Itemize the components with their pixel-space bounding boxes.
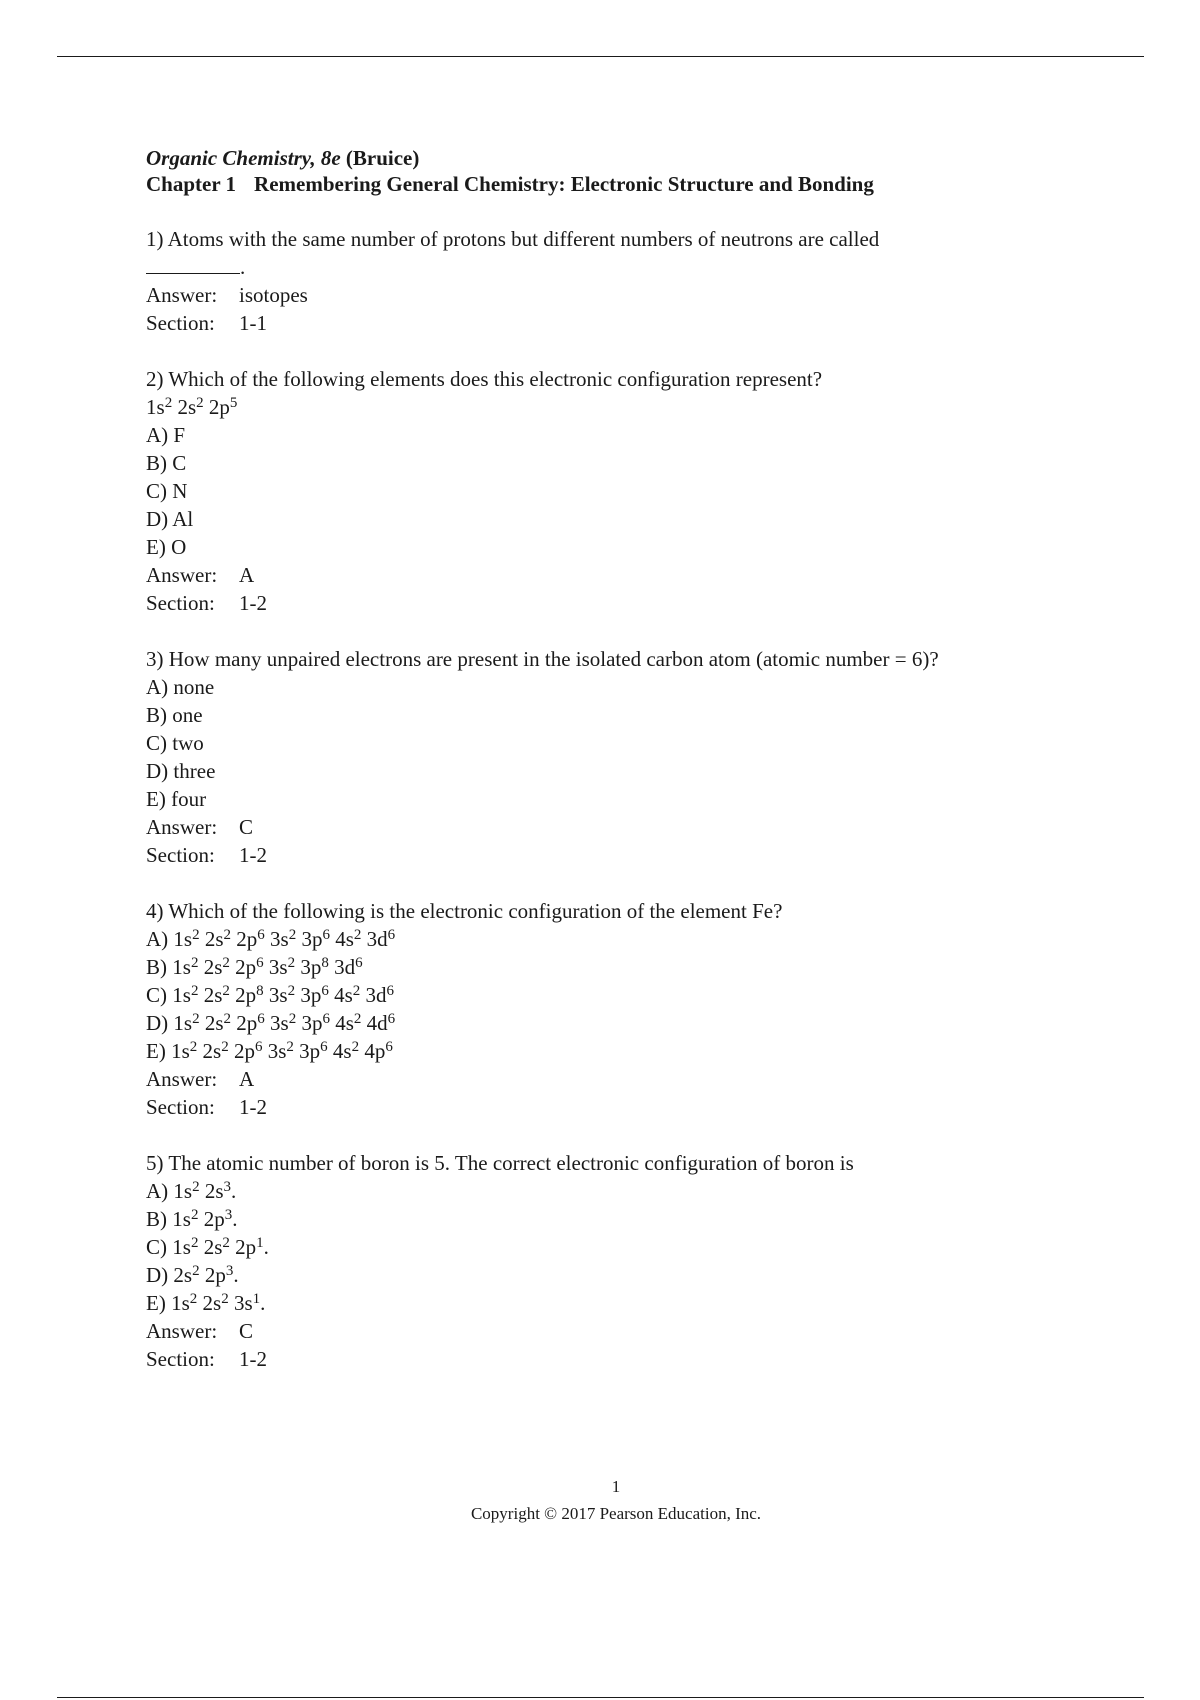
answer-option: [146, 981, 1076, 1009]
option-text: $1s^2$ $2s^2$ $2p^6$ $3s^2$ $3p^6$ $4s^2$ $3d^6$: [173, 927, 396, 951]
answer-option: [146, 1289, 1076, 1317]
option-letter: C): [146, 983, 167, 1007]
option-text: $1s^2$ $2s^2$ $3s^1$.: [171, 1291, 266, 1315]
answer-option: [146, 757, 1076, 785]
chapter-title: Remembering General Chemistry: Electronic Structure and Bonding: [254, 172, 874, 196]
option-text: $1s^2$ $2s^2$ $2p^1$.: [172, 1235, 269, 1259]
answer-option: [146, 1233, 1076, 1261]
answer-line: [146, 1065, 1076, 1093]
answer-value: A: [239, 1067, 255, 1091]
section-line: [146, 309, 1076, 337]
section-line: [146, 1093, 1076, 1121]
question-stem: 4) Which of the following is the electronic configuration of the element Fe?: [146, 899, 783, 923]
question-block: [146, 225, 1076, 337]
option-letter: C): [146, 1235, 167, 1259]
section-line: [146, 841, 1076, 869]
option-text: F: [173, 423, 186, 447]
section-label: Section:: [146, 1095, 215, 1119]
option-letter: C): [146, 731, 167, 755]
answer-option: [146, 673, 1076, 701]
option-text: one: [172, 703, 203, 727]
option-text: O: [171, 535, 187, 559]
answer-line: [146, 561, 1076, 589]
option-text: $1s^2$ $2p^3$.: [172, 1207, 238, 1231]
answer-option: [146, 477, 1076, 505]
chapter-number: Chapter 1: [146, 172, 237, 196]
answer-line: [146, 281, 1076, 309]
question-list: [146, 225, 1076, 1373]
section-label: Section:: [146, 1347, 215, 1371]
answer-option: [146, 1177, 1076, 1205]
option-letter: E): [146, 535, 166, 559]
option-letter: E): [146, 787, 166, 811]
option-letter: B): [146, 1207, 167, 1231]
answer-option: [146, 421, 1076, 449]
section-value: 1-2: [239, 843, 267, 867]
section-line: [146, 589, 1076, 617]
page-number: 1: [611, 1477, 621, 1496]
option-text: $1s^2$ $2s^2$ $2p^6$ $3s^2$ $3p^6$ $4s^2$ $4p^6$: [171, 1039, 393, 1063]
section-label: Section:: [146, 591, 215, 615]
option-letter: A): [146, 423, 169, 447]
answer-option: [146, 925, 1076, 953]
option-text: $2s^2$ $2p^3$.: [173, 1263, 239, 1287]
question-block: [146, 897, 1076, 1121]
top-rule: [57, 56, 1144, 57]
option-letter: B): [146, 703, 167, 727]
option-letter: A): [146, 1179, 169, 1203]
answer-option: [146, 953, 1076, 981]
section-value: 1-2: [239, 591, 267, 615]
option-letter: A): [146, 927, 169, 951]
bottom-rule: [57, 1697, 1144, 1698]
section-label: Section:: [146, 311, 215, 335]
answer-option: [146, 785, 1076, 813]
option-letter: D): [146, 1011, 169, 1035]
answer-label: Answer:: [146, 1319, 218, 1343]
answer-value: isotopes: [239, 283, 308, 307]
option-letter: E): [146, 1291, 166, 1315]
option-text: none: [173, 675, 215, 699]
book-title: Organic Chemistry, 8e: [146, 146, 341, 170]
question-block: [146, 645, 1076, 869]
question-stem: 3) How many unpaired electrons are present in the isolated carbon atom (atomic number = 6)?: [146, 647, 939, 671]
option-text: C: [172, 451, 187, 475]
question-stem: 2) Which of the following elements does this electronic configuration represent?: [146, 367, 823, 391]
section-label: Section:: [146, 843, 215, 867]
electron-configuration: $1s^2$ $2s^2$ $2p^5$: [146, 395, 238, 419]
option-letter: A): [146, 675, 169, 699]
answer-option: [146, 533, 1076, 561]
answer-label: Answer:: [146, 283, 218, 307]
option-text: N: [172, 479, 188, 503]
answer-option: [146, 729, 1076, 757]
fill-in-blank: .: [146, 253, 1076, 281]
section-value: 1-2: [239, 1347, 267, 1371]
option-letter: D): [146, 759, 169, 783]
section-value: 1-2: [239, 1095, 267, 1119]
question-stem: 1) Atoms with the same number of protons but different numbers of neutrons are called: [146, 227, 880, 251]
book-author: (Bruice): [345, 146, 420, 170]
option-letter: D): [146, 507, 169, 531]
answer-option: [146, 1037, 1076, 1065]
answer-option: [146, 701, 1076, 729]
option-text: four: [171, 787, 207, 811]
answer-label: Answer:: [146, 815, 218, 839]
option-text: two: [172, 731, 204, 755]
answer-option: [146, 1261, 1076, 1289]
book-title-line: [146, 145, 1076, 171]
option-text: $1s^2$ $2s^2$ $2p^6$ $3s^2$ $3p^8$ $3d^6$: [172, 955, 363, 979]
question-block: [146, 365, 1076, 617]
answer-option: [146, 1009, 1076, 1037]
option-text: three: [173, 759, 216, 783]
page-footer: [0, 1473, 1200, 1527]
page-content: [146, 145, 1076, 1401]
option-letter: C): [146, 479, 167, 503]
option-text: $1s^2$ $2s^3$.: [173, 1179, 237, 1203]
answer-option: [146, 1205, 1076, 1233]
option-text: Al: [172, 507, 194, 531]
answer-label: Answer:: [146, 563, 218, 587]
option-letter: B): [146, 451, 167, 475]
question-block: [146, 1149, 1076, 1373]
question-stem: 5) The atomic number of boron is 5. The correct electronic configuration of boron is: [146, 1151, 854, 1175]
answer-line: [146, 1317, 1076, 1345]
answer-option: [146, 505, 1076, 533]
answer-label: Answer:: [146, 1067, 218, 1091]
option-letter: E): [146, 1039, 166, 1063]
section-line: [146, 1345, 1076, 1373]
option-letter: B): [146, 955, 167, 979]
answer-option: [146, 449, 1076, 477]
option-text: $1s^2$ $2s^2$ $2p^8$ $3s^2$ $3p^6$ $4s^2$ $3d^6$: [172, 983, 394, 1007]
option-letter: D): [146, 1263, 169, 1287]
option-text: $1s^2$ $2s^2$ $2p^6$ $3s^2$ $3p^6$ $4s^2$ $4d^6$: [173, 1011, 396, 1035]
answer-blank: [146, 259, 240, 274]
answer-line: [146, 813, 1076, 841]
chapter-heading: [146, 171, 1076, 197]
copyright-notice: Copyright © 2017 Pearson Education, Inc.: [470, 1504, 762, 1523]
answer-value: A: [239, 563, 255, 587]
answer-value: C: [239, 1319, 254, 1343]
answer-value: C: [239, 815, 254, 839]
section-value: 1-1: [239, 311, 267, 335]
